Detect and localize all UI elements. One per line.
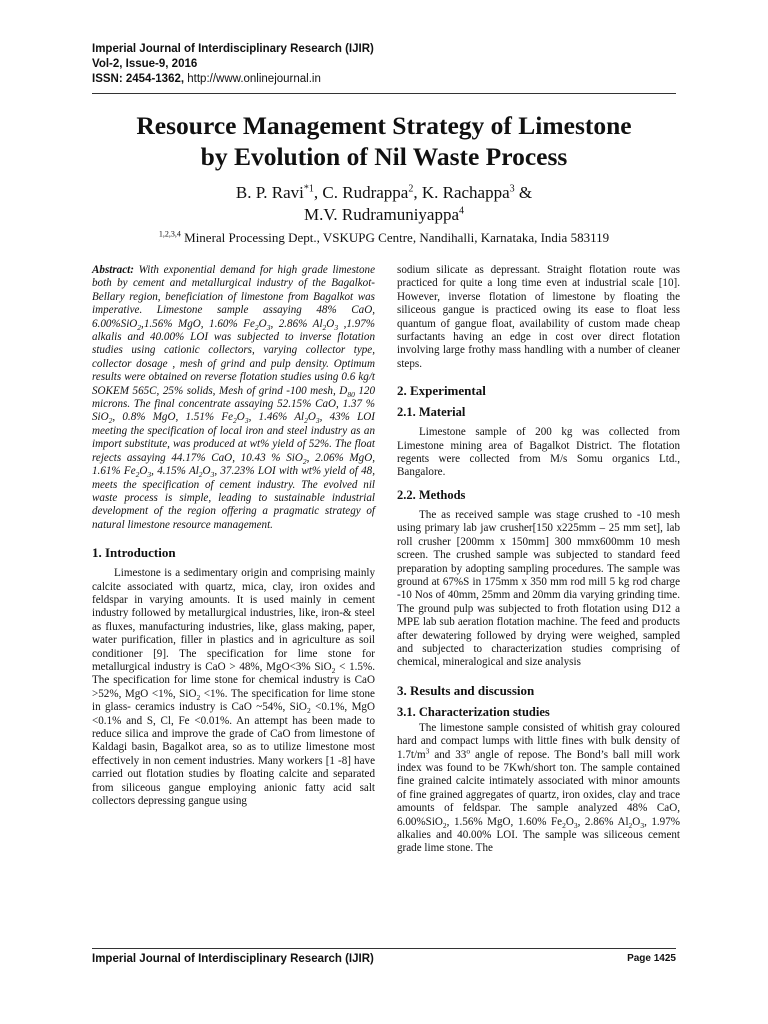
abstract: Abstract: With exponential demand for high grade limestone both by cement and metallurgical industry of the Bagalkot- Bellary region, beneficiation of limestone from Bagalkot was imperative. Limestone sample assaying 48% CaO, 6.00%SiO$_2$,1.56% MgO, 1.60% $Fe_2O_3$, 2.86% $Al_2O_3$ ,1.97% alkalis and 40.00% LOI was subjected to inverse flotation studies using cationic collectors, varying collector type, collector dosage , mesh of grind and pulp density. Optimum results were obtained on reverse flotation studies using 0.6 kg/t SOKEM 565C, 25% solids, Mesh of grind -100 mesh, $D_{80}$ 120 microns. The final concentrate assaying 52.15% CaO, 1.37 % SiO$_2$, 0.8% MgO, 1.51% $Fe_2O_3$, 1.46% $Al_2O_3$, 43% LOI meeting the specification of local iron and steel industry as an import substitute, was produced at wt% yield of 52%. The float rejects assaying 44.17% CaO, 10.43 % SiO$_2$, 2.06% MgO, 1.61% $Fe_2O_3$, 4.15% $Al_2O_3$, 37.23% LOI with wt% yield of 48, meets the specification of cement industry. The evolved nil waste process is simple, leading to sustainable industrial development of the region offering a pragmatic strategy of natural limestone resource management.	[92, 264, 375, 531]
journal-volume: Vol-2, Issue-9, 2016	[92, 58, 198, 70]
methods-paragraph: The as received sample was stage crushed to -10 mesh using primary lab jaw crusher[150 x225mm – 25 mm set], lab roll crusher [200mm x 150mm] 300 mmx600mm 10 mesh screen. The crushed sample was subjected to standard feed preparation by adopting sampling procedures. The sample was ground at 67%S in 175mm x 350 mm rod mill 5 kg rod charge -10 Nos of 40mm, 25mm and 20mm dia varying grinding time. The ground pulp was subjected to froth flotation using D12 a MPE lab sub aeration flotation machine. The feed and products after dewatering followed by drying were weighed, sampled and subjected to characterization studies comprising of chemical, mineralogical and size analysis	[397, 508, 680, 669]
material-paragraph: Limestone sample of 200 kg was collected from Limestone mining area of Bagalkot District. The flotation regents were collected from M/s Somu organics Ltd., Bangalore.	[397, 426, 680, 479]
author-list: B. P. Ravi$^{*1}$, C. Rudrappa$^2$, K. Rachappa$^3$ & M.V. Rudramuniyappa$^4$	[235, 183, 533, 224]
characterization-paragraph: The limestone sample consisted of whitish gray coloured hard and compact lumps with little fines with bulk density of $1.7t/m^3$ and 33$^o$ angle of repose. The Bond’s ball mill work index was found to be 7Kwh/short ton. The sample contained fine grained calcite intimately associated with minor amounts of fine grained aggregates of quartz, iron oxides, clay and trace amounts of feldspar. The sample analyzed 48% CaO, 6.00%SiO$_2$, 1.56% MgO, 1.60% $Fe_2O_3$, 2.86% $Al_2O_3$, 1.97% alkalies and 40.00% LOI. The sample was siliceous cement grade lime stone. The	[397, 721, 681, 855]
intro-paragraph: Limestone is a sedimentary origin and comprising mainly calcite associated with quartz, mica, clay, iron oxides and feldspar in varying amounts. It is used mainly in cement industry followed by metallurgical industries, like, iron-& steel as fluxes, manufacturing industries, like, glass making, paper, water purification, filler in plastics and in agriculture as soil conditioner [9]. The specification for lime stone for metallurgical industry is CaO > 48%, MgO<3% SiO$_2$ < 1.5%. The specification for lime stone for chemical industry is CaO >52%, MgO <1%, SiO$_2$ <1%. The specification for lime stone in glass- ceramics industry is CaO ~54%, SiO$_2$ <0.1%, MgO <0.1% and S, Cl, Fe <0.01%. An attempt has been made to reduce silica and improve the grade of CaO from limestone of Kaldagi basin, Bagalkot area, so as to utilize limestone most effectively in non cement industries. Many workers [1 -8] have carried out flotation studies by floating calcite and separated from siliceous gangue employing anionic fatty acid salt collectors depressing gangue using	[92, 567, 375, 808]
results-heading: 3. Results and discussion	[397, 682, 535, 698]
left-column	[92, 264, 375, 808]
paper-title: Resource Management Strategy of Limestone by Evolution of Nil Waste Process	[136, 111, 632, 171]
affiliation: $^{1,2,3,4}$ Mineral Processing Dept., VSKUPG Centre, Nandihalli, Karnataka, India 583119	[158, 229, 610, 245]
footer-journal-name: Imperial Journal of Interdisciplinary Research (IJIR)	[92, 953, 374, 965]
characterization-heading: 3.1. Characterization studies	[397, 704, 550, 719]
page-number: Page 1425	[627, 953, 676, 964]
material-heading: 2.1. Material	[397, 405, 466, 420]
methods-heading: 2.2. Methods	[397, 487, 466, 502]
right-column	[397, 264, 680, 856]
intro-continuation: sodium silicate as depressant. Straight flotation route was practiced for quite a long time even at industrial scale [10]. However, inverse flotation of limestone by floating the siliceous gangue is practiced owing its ease to float less quantum of gangue float, availability of custom made cheap surfactants having an edge in cost over direct flotation involving large frothy mass handling with a number of cleaner steps.	[397, 264, 680, 370]
page-footer	[92, 953, 676, 965]
experimental-heading: 2. Experimental	[397, 383, 486, 399]
header-divider	[92, 93, 676, 94]
journal-name: Imperial Journal of Interdisciplinary Research (IJIR)	[92, 43, 374, 55]
intro-heading: 1. Introduction	[92, 545, 176, 561]
journal-issn: ISSN: 2454-1362, http://www.onlinejournal.in	[92, 73, 321, 85]
footer-divider	[92, 948, 676, 949]
journal-header	[92, 42, 374, 87]
journal-url-link[interactable]: http://www.onlinejournal.in	[187, 73, 321, 85]
